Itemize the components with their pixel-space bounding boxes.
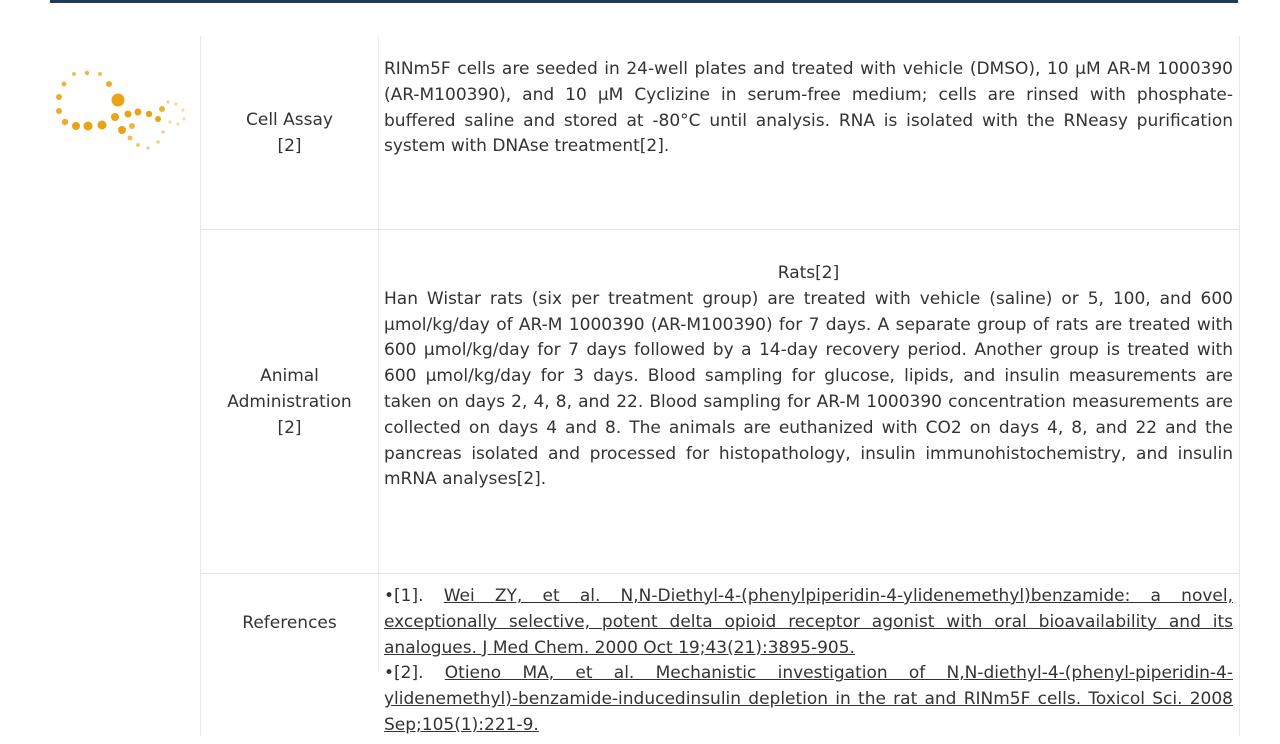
reference-item [384,661,1233,738]
cell-assay-description: RINm5F cells are seeded in 24-well plates and treated with vehicle (DMSO), 10 µM AR-M 1000390 (AR-M100390), and 10 µM Cyclizine in serum-free medium; cells are rinsed with phosphate-buffered saline and stored at -80°C until analysis. RNA is isolated with the RNeasy purification system with DNAse treatment[2]. [384,59,1233,157]
animal-model-heading: Rats[2] [777,263,840,283]
reference-link-2[interactable]: Otieno MA, et al. Mechanistic investigation of N,N-diethyl-4-(phenyl-piperidin-4-ylidenemethyl)-benzamide-inducedinsulin depletion in the rat and RINm5F cells. Toxicol Sci. 2008 Sep;105(1):221-9. [384,663,1233,735]
row-label-text: References [242,612,337,633]
animal-administration-content [384,261,1233,493]
gold-dots-logo-icon [50,62,192,157]
reference-link-1[interactable]: Wei ZY, et al. N,N-Diethyl-4-(phenylpiperidin-4-ylidenemethyl)benzamide: a novel, exceptionally selective, potent delta opioid receptor agonist with oral bioavailability and its analogues. J Med Chem. 2000 Oct 19;43(21):3895-905. [384,586,1233,658]
top-border-bar [50,0,1238,3]
row-label-text: Cell Assay [2] [245,109,333,156]
row-label-text: Animal Administration [2] [227,365,352,438]
table-row-animal-administration [201,230,1239,574]
table-row-cell-assay [201,36,1239,230]
animal-administration-description: Han Wistar rats (six per treatment group) are treated with vehicle (saline) or 5, 100, and 600 µmol/kg/day of AR-M 1000390 (AR-M100390) for 7 days. A separate group of rats are treated with 600 µmol/kg/day for 7 days followed by a 14-day recovery period. Another group is treated with 600 µmol/kg/day for 3 days. Blood sampling for glucose, lipids, and insulin measurements are taken on days 2, 4, 8, and 22. Blood sampling for AR-M 1000390 concentration measurements are collected on days 4 and 8. The animals are euthanized with CO2 on days 4, 8, and 22 and the pancreas isolated and processed for histopathology, insulin immunohistochemistry, and insulin mRNA analyses[2]. [384,288,1233,490]
table-row-references [201,574,1239,744]
reference-marker: •[2]. [384,663,445,684]
row-label-cell-assay [201,36,379,229]
row-label-references [201,574,379,671]
references-list [384,584,1233,739]
reference-item [384,584,1233,661]
row-label-animal-administration [201,230,379,573]
product-info-table [200,36,1240,736]
reference-marker: •[1]. [384,586,444,606]
